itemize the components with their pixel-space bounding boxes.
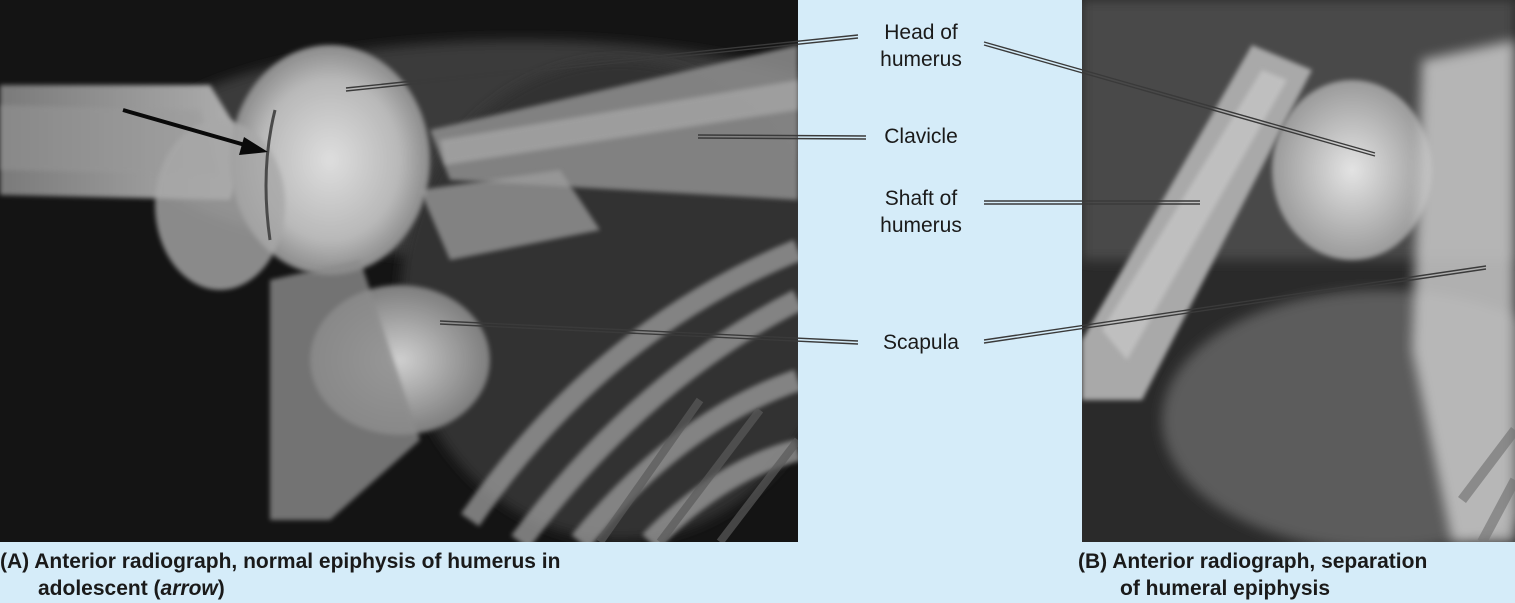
caption-b-line1: Anterior radiograph, separation bbox=[1112, 550, 1428, 573]
radiograph-panel-b bbox=[1082, 0, 1515, 542]
caption-b-prefix: (B) bbox=[1078, 550, 1108, 573]
caption-b-line2: of humeral epiphysis bbox=[1120, 577, 1331, 600]
label-clavicle: Clavicle bbox=[884, 125, 958, 148]
caption-a bbox=[0, 548, 560, 602]
radiograph-b-image bbox=[1082, 0, 1515, 542]
radiograph-a-image bbox=[0, 0, 798, 542]
radiograph-panel-a bbox=[0, 0, 798, 542]
caption-a-prefix: (A) bbox=[0, 550, 30, 573]
label-head-of-humerus: Head of humerus bbox=[880, 21, 962, 71]
label-shaft-of-humerus: Shaft of humerus bbox=[880, 187, 962, 237]
caption-a-line2: adolescent (arrow) bbox=[38, 577, 225, 600]
label-scapula: Scapula bbox=[883, 331, 959, 354]
caption-a-line1: Anterior radiograph, normal epiphysis of humerus in bbox=[34, 550, 561, 573]
caption-b bbox=[1078, 548, 1427, 602]
